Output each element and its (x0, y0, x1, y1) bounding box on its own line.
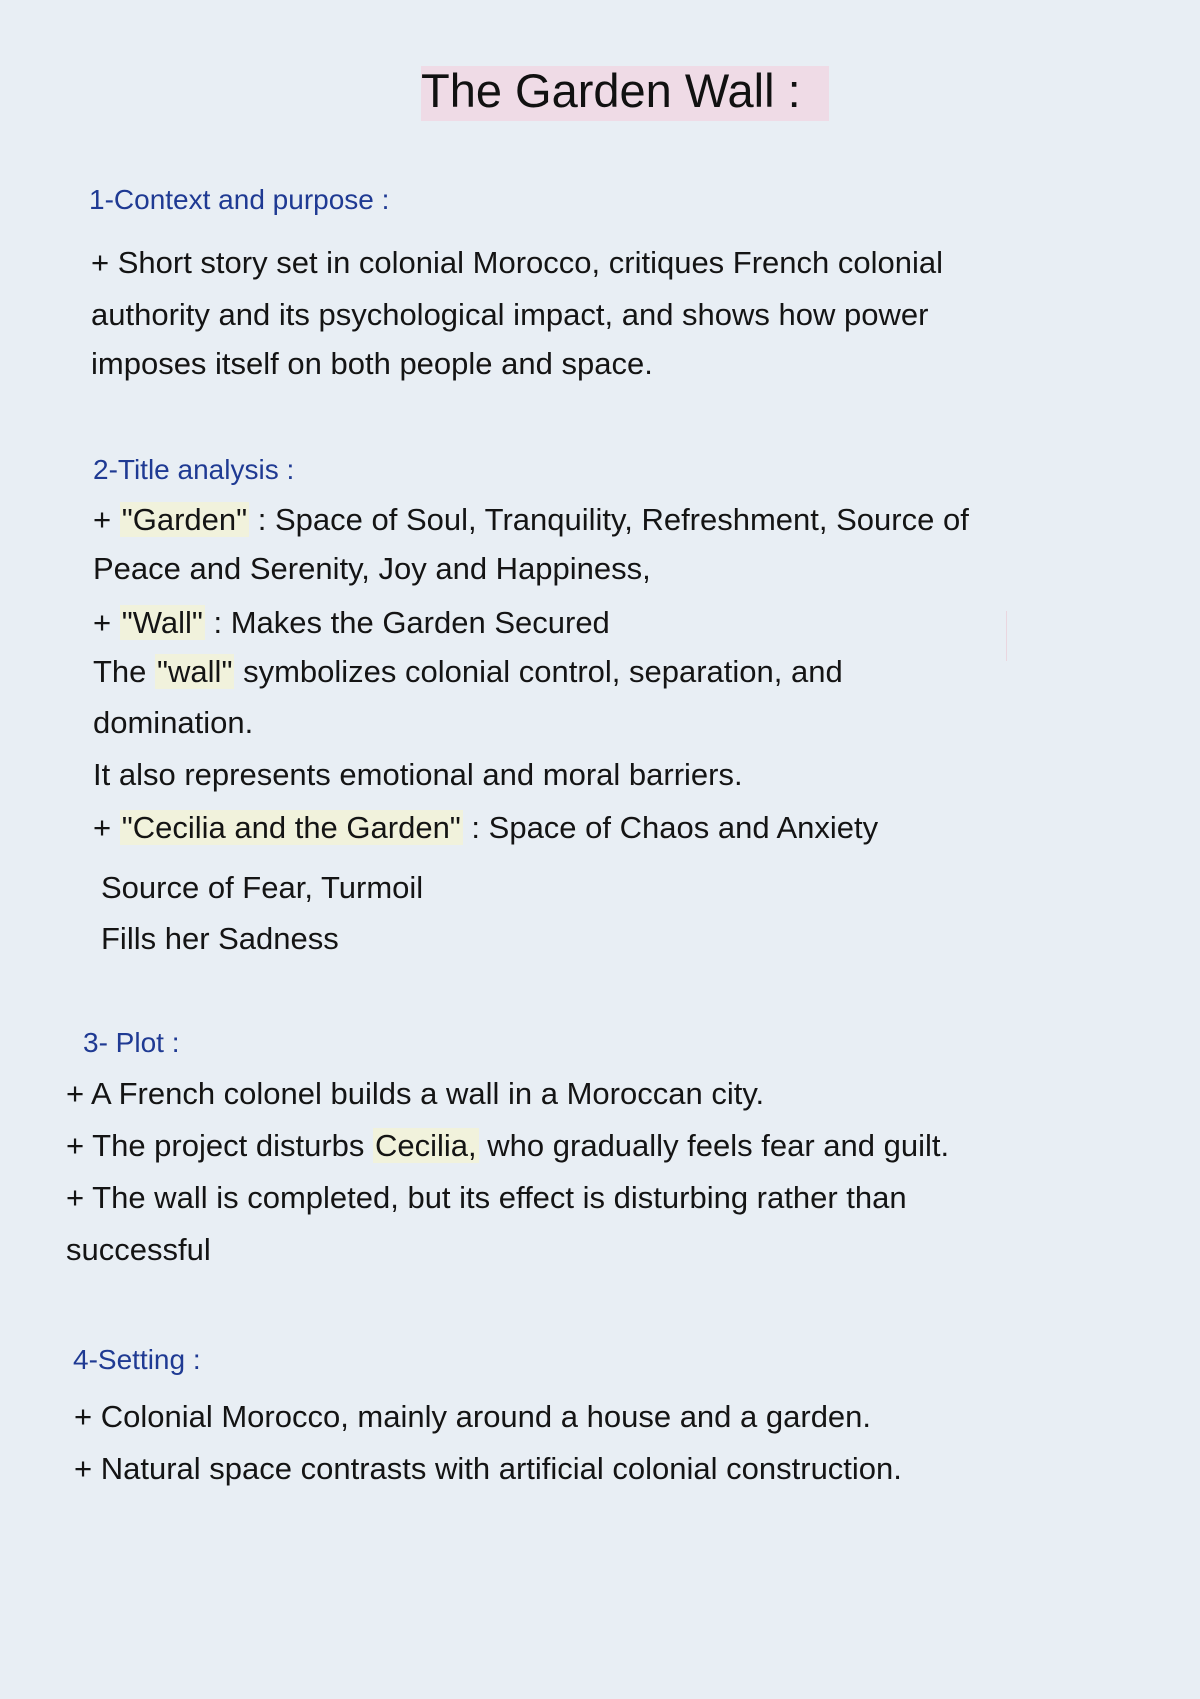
fear-line: Source of Fear, Turmoil (101, 870, 424, 905)
highlighted-term-cecilia-garden: "Cecilia and the Garden" (121, 810, 461, 845)
sadness-line: Fills her Sadness (101, 921, 339, 956)
cecilia-garden-line (93, 808, 878, 848)
bullet-prefix: + (93, 502, 120, 537)
section-heading-plot: 3- Plot : (83, 1027, 180, 1058)
context-line-2: authority and its psychological impact, and shows how power (91, 297, 929, 332)
cecilia-garden-text: : Space of Chaos and Anxiety (462, 810, 879, 845)
bullet-prefix: + (93, 810, 120, 845)
wall-definition-line (93, 603, 610, 643)
context-line-3: imposes itself on both people and space. (91, 346, 653, 381)
wall-symbol-line (93, 652, 843, 692)
symbol-prefix: The (93, 654, 156, 689)
plot-line-1: + A French colonel builds a wall in a Moroccan city. (66, 1076, 765, 1111)
plot-line-2-text: who gradually feels fear and guilt. (478, 1128, 950, 1163)
bullet-prefix: + (93, 605, 120, 640)
garden-definition-text: : Space of Soul, Tranquility, Refreshment, Source of (249, 502, 969, 537)
wall-symbol-text: symbolizes colonial control, separation, and (234, 654, 843, 689)
garden-definition-line (93, 500, 969, 540)
plot-line-4: successful (66, 1232, 211, 1267)
section-heading-context: 1-Context and purpose : (89, 184, 390, 215)
barriers-line: It also represents emotional and moral barriers. (93, 757, 743, 792)
section-heading-setting: 4-Setting : (73, 1344, 201, 1375)
garden-definition-line-2: Peace and Serenity, Joy and Happiness, (93, 551, 651, 586)
setting-line-2: + Natural space contrasts with artificial colonial construction. (74, 1451, 902, 1486)
highlighted-term-wall: "Wall" (121, 605, 203, 640)
wall-definition-text: : Makes the Garden Secured (204, 605, 610, 640)
section-heading-title-analysis: 2-Title analysis : (93, 454, 295, 485)
wall-symbol-line-2: domination. (93, 705, 254, 740)
highlighted-term-garden: "Garden" (121, 502, 248, 537)
highlighted-term-cecilia: Cecilia, (375, 1128, 477, 1163)
plot-line-2-prefix: + The project disturbs (66, 1128, 374, 1163)
plot-line-3: + The wall is completed, but its effect is disturbing rather than (66, 1180, 907, 1215)
context-line-1: + Short story set in colonial Morocco, critiques French colonial (91, 245, 944, 280)
highlighted-term-wall-lowercase: "wall" (157, 654, 233, 689)
margin-mark (1006, 611, 1007, 661)
setting-line-1: + Colonial Morocco, mainly around a house and a garden. (74, 1399, 872, 1434)
page-title: The Garden Wall : (421, 64, 801, 117)
plot-line-2 (66, 1126, 949, 1166)
